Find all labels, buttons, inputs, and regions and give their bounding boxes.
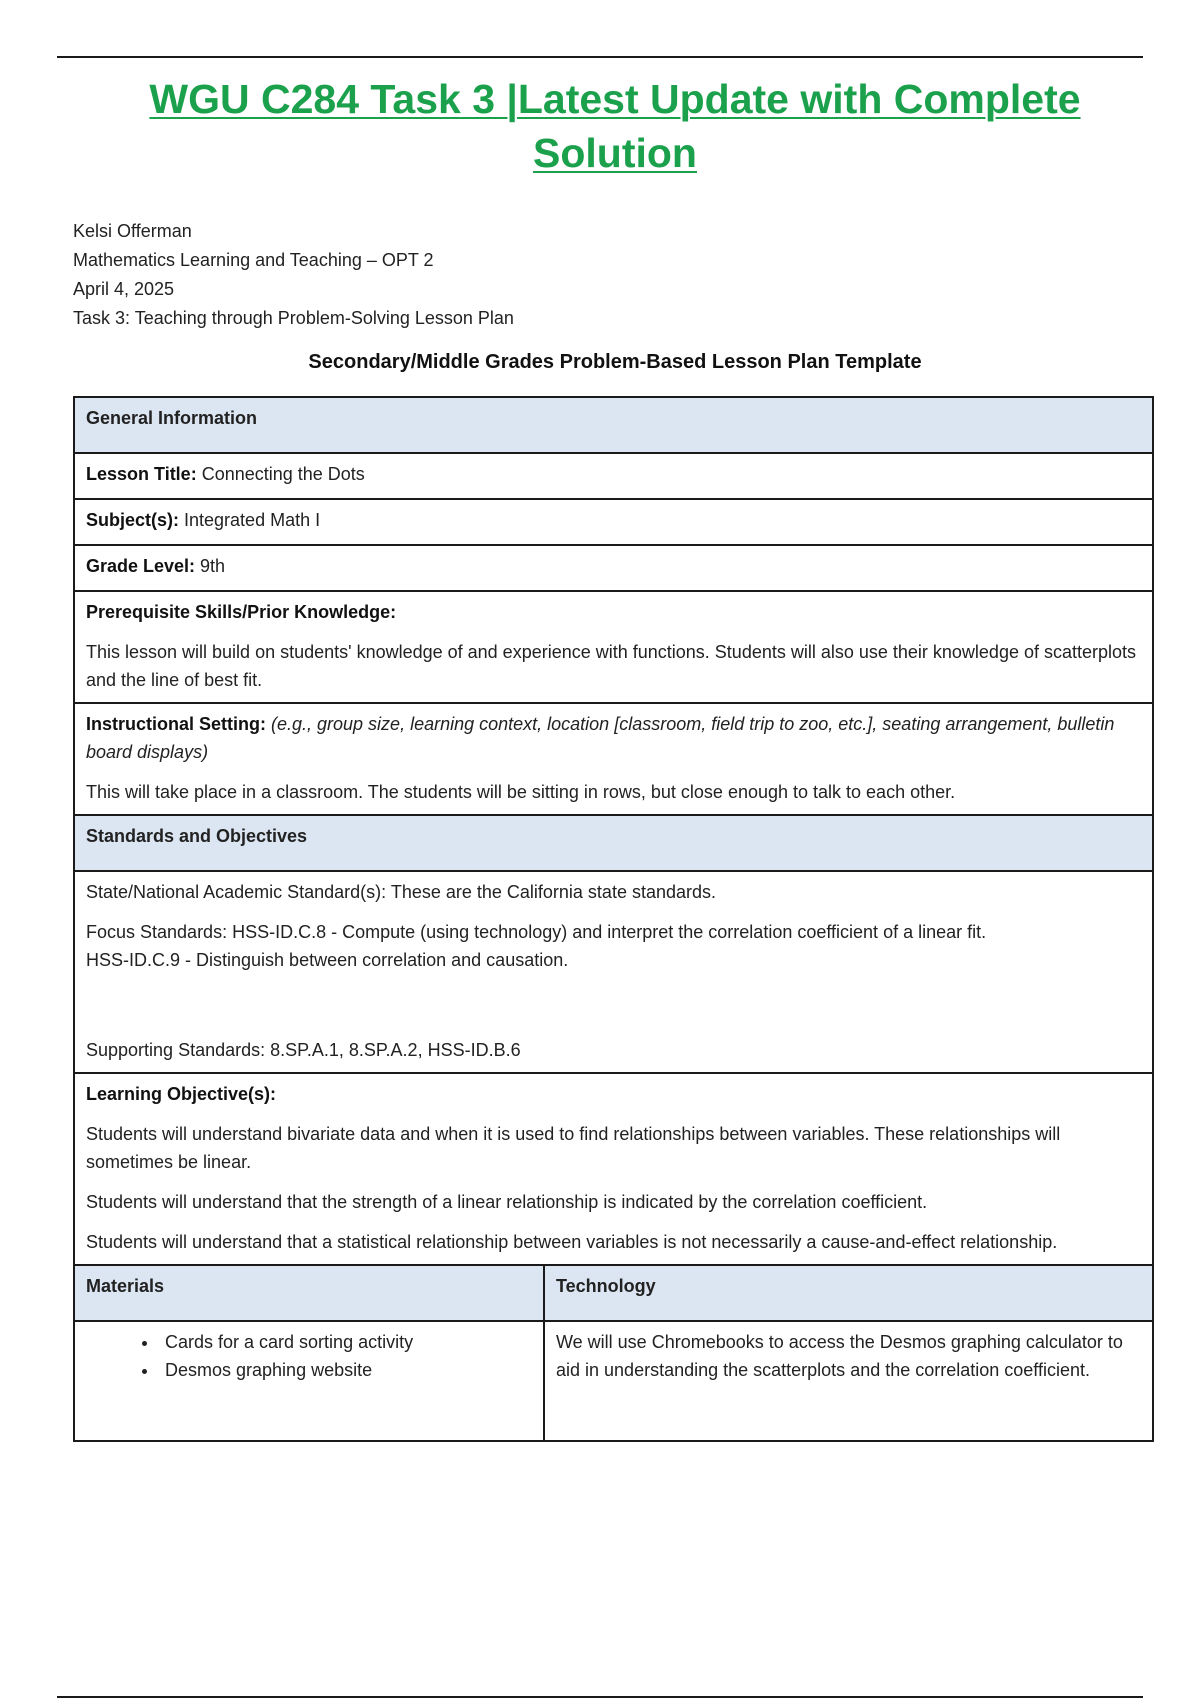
learning-objectives-row (74, 1073, 1153, 1265)
technology-heading: Technology (544, 1265, 1153, 1321)
course-name: Mathematics Learning and Teaching – OPT 2 (73, 250, 434, 270)
grade-level-label: Grade Level: (86, 556, 196, 576)
objective-1: Students will understand bivariate data and when it is used to find relationships between variables. These relationships will sometimes be linear. (86, 1124, 1061, 1172)
general-info-heading: General Information (74, 397, 1153, 453)
list-item: • Desmos graphing website (159, 1356, 533, 1384)
list-item: • Cards for a card sorting activity (159, 1328, 533, 1356)
materials-technology-row (74, 1321, 1153, 1441)
materials-cell (74, 1321, 544, 1441)
template-title: Secondary/Middle Grades Problem-Based Lesson Plan Template (308, 351, 922, 373)
subjects-value: Integrated Math I (179, 510, 321, 530)
setting-label: Instructional Setting: (86, 714, 266, 734)
top-rule (57, 56, 1143, 58)
title-line-2: Solution (533, 130, 697, 176)
prerequisite-label: Prerequisite Skills/Prior Knowledge: (86, 602, 397, 622)
grade-level-value: 9th (195, 556, 226, 576)
author-block (73, 217, 514, 333)
lesson-plan-table (73, 396, 1154, 1442)
grade-level-row (74, 545, 1153, 591)
setting-hint: (e.g., group size, learning context, location [classroom, field trip to zoo, etc.], seating arrangement, bulletin board displays) (86, 714, 1115, 762)
title-line-1: WGU C284 Task 3 |Latest Update with Complete (149, 76, 1081, 122)
objectives-label: Learning Objective(s): (86, 1084, 277, 1104)
supporting-standards-text: Supporting Standards: 8.SP.A.1, 8.SP.A.2, HSS-ID.B.6 (86, 1040, 521, 1060)
general-info-header-row (74, 397, 1153, 453)
standards-row (74, 871, 1153, 1073)
technology-cell (544, 1321, 1153, 1441)
document-title (60, 72, 1170, 180)
prerequisite-text: This lesson will build on students' knowledge of and experience with functions. Students will also use their knowledge of scatterplots and the line of best fit. (86, 642, 1137, 690)
objective-2: Students will understand that the strength of a linear relationship is indicated by the correlation coefficient. (86, 1192, 928, 1212)
task-name: Task 3: Teaching through Problem-Solving Lesson Plan (73, 308, 514, 328)
standards-heading: Standards and Objectives (74, 815, 1153, 871)
author-name: Kelsi Offerman (73, 221, 192, 241)
lesson-title-label: Lesson Title: (86, 464, 197, 484)
materials-heading: Materials (74, 1265, 544, 1321)
materials-technology-header-row (74, 1265, 1153, 1321)
materials-list (86, 1328, 533, 1384)
objective-3: Students will understand that a statistical relationship between variables is not necessarily a cause-and-effect relationship. (86, 1232, 1058, 1252)
focus-standard-2: HSS-ID.C.9 - Distinguish between correlation and causation. (86, 950, 569, 970)
subjects-label: Subject(s): (86, 510, 180, 530)
prerequisite-row (74, 591, 1153, 703)
bottom-rule (57, 1696, 1143, 1698)
instructional-setting-row (74, 703, 1153, 815)
setting-text: This will take place in a classroom. The students will be sitting in rows, but close enough to talk to each other. (86, 782, 956, 802)
subjects-row (74, 499, 1153, 545)
date: April 4, 2025 (73, 279, 175, 299)
state-standards-text: State/National Academic Standard(s): These are the California state standards. (86, 882, 717, 902)
lesson-title-value: Connecting the Dots (196, 464, 365, 484)
technology-text: We will use Chromebooks to access the Desmos graphing calculator to aid in understanding the scatterplots and the correlation coefficient. (556, 1332, 1123, 1380)
focus-standard-1: Focus Standards: HSS-ID.C.8 - Compute (using technology) and interpret the correlation coefficient of a linear fit. (86, 922, 987, 942)
standards-header-row (74, 815, 1153, 871)
lesson-title-row (74, 453, 1153, 499)
